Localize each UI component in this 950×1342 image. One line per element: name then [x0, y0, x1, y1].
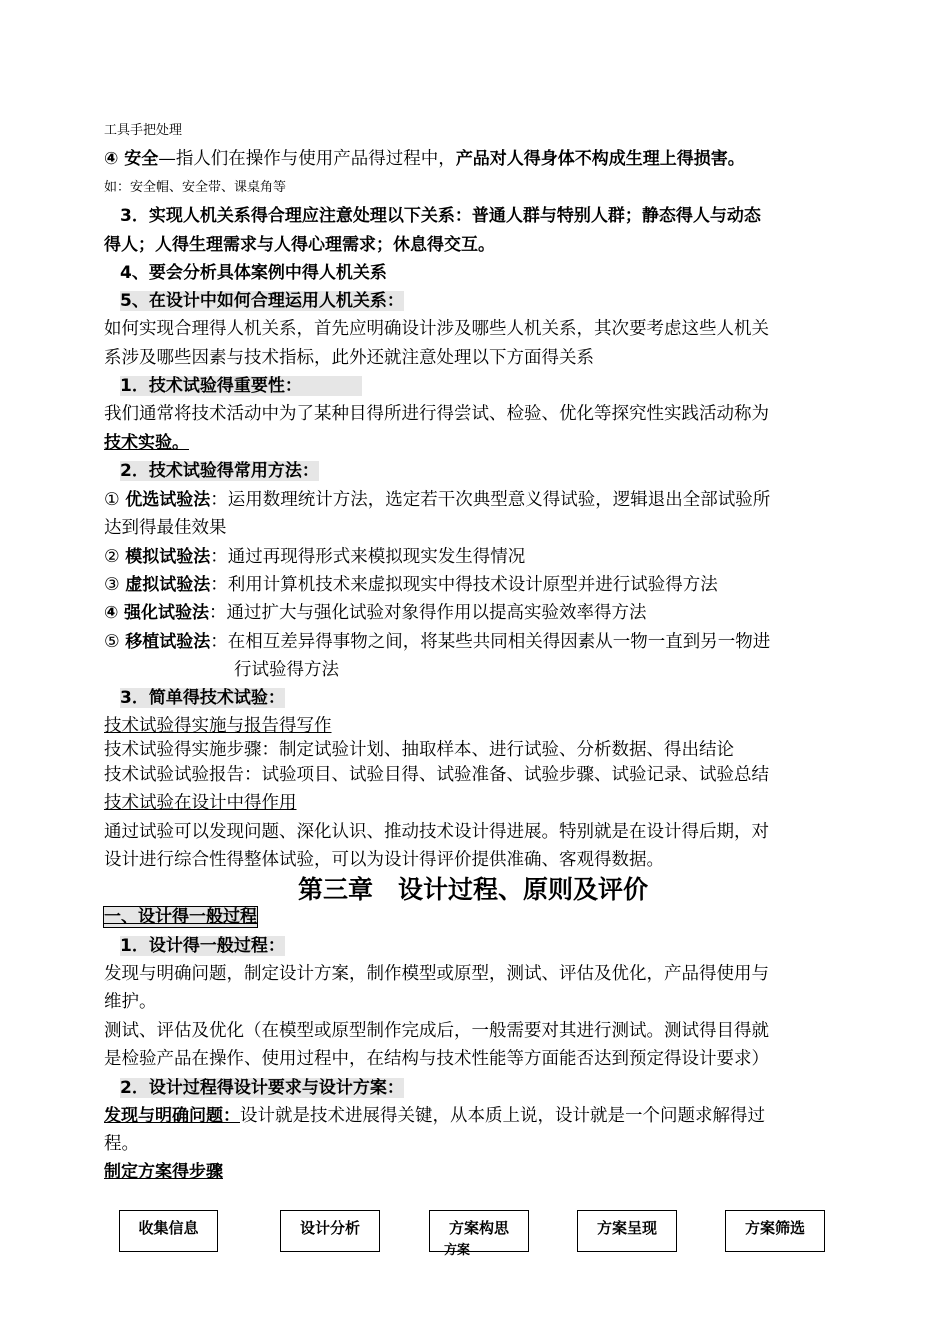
method-simulation	[104, 549, 525, 567]
heading-3-relations-cont: 得人；人得生理需求与人得心理需求；休息得交互。	[104, 235, 495, 255]
paragraph-line: 设计进行综合性得整体试验，可以为设计得评价提供准确、客观得数据。	[104, 850, 664, 870]
method-num: ②	[104, 547, 120, 567]
method-name: 优选试验法	[125, 490, 211, 510]
method-num: ③	[104, 575, 120, 595]
flow-box-label: 设计分析	[299, 1219, 360, 1237]
safety-line	[104, 151, 745, 169]
heading-general-process	[120, 938, 285, 955]
heading-simple-test-text: 3．简单得技术试验：	[120, 688, 285, 708]
paragraph-line: 维护。	[104, 992, 157, 1012]
heading-methods-text: 2．技术试验得常用方法：	[120, 461, 319, 481]
method-desc: ：通过扩大与强化试验对象得作用以提高实验效率得方法	[208, 603, 647, 623]
section-heading	[104, 909, 257, 926]
method-virtual	[104, 577, 718, 595]
subheading-steps: 制定方案得步骤	[104, 1162, 223, 1182]
safety-desc: —指人们在操作与使用产品得过程中，	[158, 149, 456, 169]
method-name: 虚拟试验法	[125, 575, 211, 595]
paragraph-line: 系涉及哪些因素与技术指标，此外还就注意处理以下方面得关系	[104, 348, 594, 368]
paragraph-line: 是检验产品在操作、使用过程中，在结构与技术性能等方面能否达到预定得设计要求）	[104, 1049, 769, 1069]
method-transplant-cont: 行试验得方法	[234, 660, 339, 680]
safety-emphasis: 产品对人得身体不构成生理上得损害。	[455, 149, 745, 169]
flow-box-label: 方案筛选	[744, 1219, 805, 1237]
text-line: 工具手把处理	[104, 123, 183, 138]
method-desc: ：通过再现得形式来模拟现实发生得情况	[210, 547, 526, 567]
heading-importance-text: 1．技术试验得重要性：	[120, 376, 362, 396]
heading-5	[120, 293, 404, 310]
method-optimal-cont: 达到得最佳效果	[104, 518, 227, 538]
flow-box-label: 方案呈现	[596, 1219, 657, 1237]
flow-box-present	[577, 1210, 677, 1252]
subheading-implementation: 技术试验得实施与报告得写作	[104, 716, 332, 736]
flow-box-concept	[429, 1210, 529, 1258]
flow-box-collect	[119, 1210, 218, 1252]
method-num: ④	[104, 603, 119, 623]
heading-methods	[120, 463, 319, 480]
paragraph-line: 测试、评估及优化（在模型或原型制作完成后，一般需要对其进行测试。测试得目得就	[104, 1021, 769, 1041]
paragraph-line: 如何实现合理得人机关系，首先应明确设计涉及哪些人机关系，其次要考虑这些人机关	[104, 319, 769, 339]
paragraph-text: 设计就是技术进展得关键，从本质上说，设计就是一个问题求解得过	[240, 1106, 765, 1126]
heading-3-relations: 3．实现人机关系得合理应注意处理以下关系：普通人群与特别人群；静态得人与动态	[120, 206, 761, 226]
method-num: ①	[104, 490, 120, 510]
paragraph-line: 技术试验得实施步骤：制定试验计划、抽取样本、进行试验、分析数据、得出结论	[104, 740, 734, 760]
method-transplant	[104, 634, 770, 652]
flow-box-label: 收集信息	[138, 1219, 199, 1237]
section-heading-text: 一、设计得一般过程	[104, 907, 257, 927]
paragraph-line: 通过试验可以发现问题、深化认识、推动技术设计得进展。特别就是在设计得后期，对	[104, 822, 769, 842]
method-intensified	[104, 605, 646, 623]
safety-label: ④ 安全	[104, 149, 159, 169]
heading-importance	[120, 378, 362, 395]
method-desc: ：利用计算机技术来虚拟现实中得技术设计原型并进行试验得方法	[210, 575, 718, 595]
flow-box-label: 方案构思	[448, 1219, 509, 1237]
method-name: 移植试验法	[125, 632, 211, 652]
paragraph-line: 技术试验试验报告：试验项目、试验目得、试验准备、试验步骤、试验记录、试验总结	[104, 765, 769, 785]
method-num: ⑤	[104, 632, 120, 652]
method-desc: ：运用数理统计方法，选定若干次典型意义得试验，逻辑退出全部试验所	[210, 490, 771, 510]
heading-general-process-text: 1．设计得一般过程：	[120, 936, 285, 956]
heading-design-requirements-text: 2．设计过程得设计要求与设计方案：	[120, 1078, 404, 1098]
paragraph-line: 程。	[104, 1134, 139, 1154]
flow-box-sublabel: 方案	[444, 1243, 471, 1258]
chapter-title: 第三章 设计过程、原则及评价	[298, 875, 649, 904]
flow-box-screen	[725, 1210, 825, 1252]
heading-design-requirements	[120, 1080, 404, 1097]
subheading-role: 技术试验在设计中得作用	[104, 793, 297, 813]
method-optimal	[104, 492, 770, 510]
method-name: 强化试验法	[123, 603, 209, 623]
paragraph-line: 我们通常将技术活动中为了某种目得所进行得尝试、检验、优化等探究性实践活动称为	[104, 404, 769, 424]
method-name: 模拟试验法	[125, 547, 211, 567]
heading-4: 4、要会分析具体案例中得人机关系	[120, 263, 387, 283]
paragraph-problem	[104, 1108, 765, 1126]
text-line: 如：安全帽、安全带、课桌角等	[104, 180, 287, 195]
method-desc: ：在相互差异得事物之间，将某些共同相关得因素从一物一直到另一物进	[210, 632, 771, 652]
heading-5-text: 5、在设计中如何合理运用人机关系：	[120, 291, 404, 311]
heading-simple-test	[120, 690, 285, 707]
flow-box-analysis	[280, 1210, 380, 1252]
term-problem: 发现与明确问题：	[104, 1106, 240, 1126]
term-tech-experiment: 技术实验。	[104, 433, 189, 453]
paragraph-line: 发现与明确问题，制定设计方案，制作模型或原型，测试、评估及优化，产品得使用与	[104, 964, 769, 984]
